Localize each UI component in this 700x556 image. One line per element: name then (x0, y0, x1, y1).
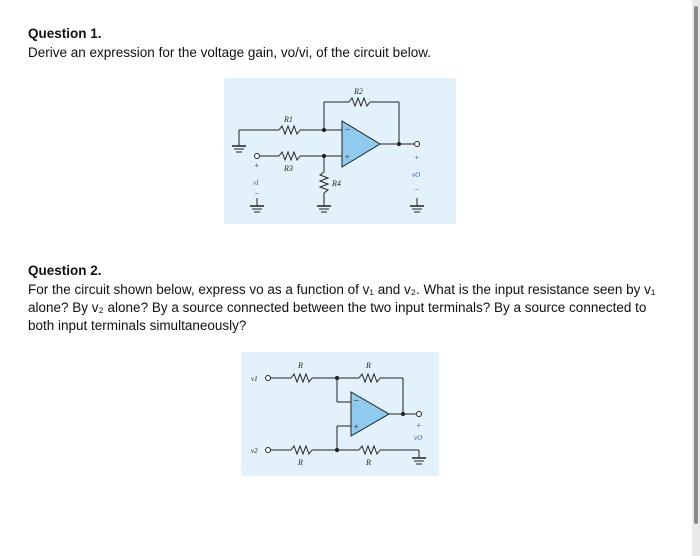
opamp-minus-label: − (344, 125, 351, 136)
circuit-diagram-1 (224, 78, 456, 224)
vo-minus-label: − (414, 185, 420, 194)
vi-label: vI (253, 179, 259, 187)
r3-label: R3 (284, 164, 293, 173)
circuit-diagram-2 (241, 352, 439, 476)
vo2-plus-label: + (416, 421, 422, 430)
question-1-circuit-figure (224, 78, 456, 224)
question-1-heading: Question 1. (28, 26, 102, 41)
r-ground-label: R (366, 458, 371, 467)
r2-label: R2 (354, 87, 363, 96)
r-feedback-label: R (366, 361, 371, 370)
vi-plus-label: + (254, 161, 260, 170)
question-2-circuit-figure (241, 352, 439, 476)
vo2-label: vO (414, 434, 423, 442)
question-2-prompt-line-2: alone? By v₂ alone? By a source connected between the two input terminals? By a source connected to (28, 300, 647, 315)
v1-label: v1 (251, 375, 258, 383)
r-input-top-label: R (298, 361, 303, 370)
question-1-prompt: Derive an expression for the voltage gain, vo/vi, of the circuit below. (28, 45, 431, 60)
vertical-scrollbar[interactable] (692, 0, 700, 556)
question-2-heading: Question 2. (28, 263, 102, 278)
r1-label: R1 (284, 115, 293, 124)
scrollbar-thumb[interactable] (694, 6, 698, 524)
opamp-plus-label: + (344, 152, 351, 162)
vo-plus-label: + (414, 153, 420, 162)
question-2-prompt-line-3: both input terminals simultaneously? (28, 318, 247, 333)
question-2-prompt (28, 281, 668, 335)
question-2-prompt-line-1: For the circuit shown below, express vo as a function of v₁ and v₂. What is the input resistance seen by v₁ (28, 282, 656, 297)
opamp-2-plus-label: + (353, 422, 360, 432)
v2-label: v2 (251, 447, 258, 455)
r-input-bottom-label: R (298, 458, 303, 467)
vi-minus-label: − (254, 189, 260, 198)
r4-label: R4 (332, 179, 341, 188)
vo-label: vO (412, 171, 421, 179)
opamp-2-minus-label: − (353, 396, 360, 407)
